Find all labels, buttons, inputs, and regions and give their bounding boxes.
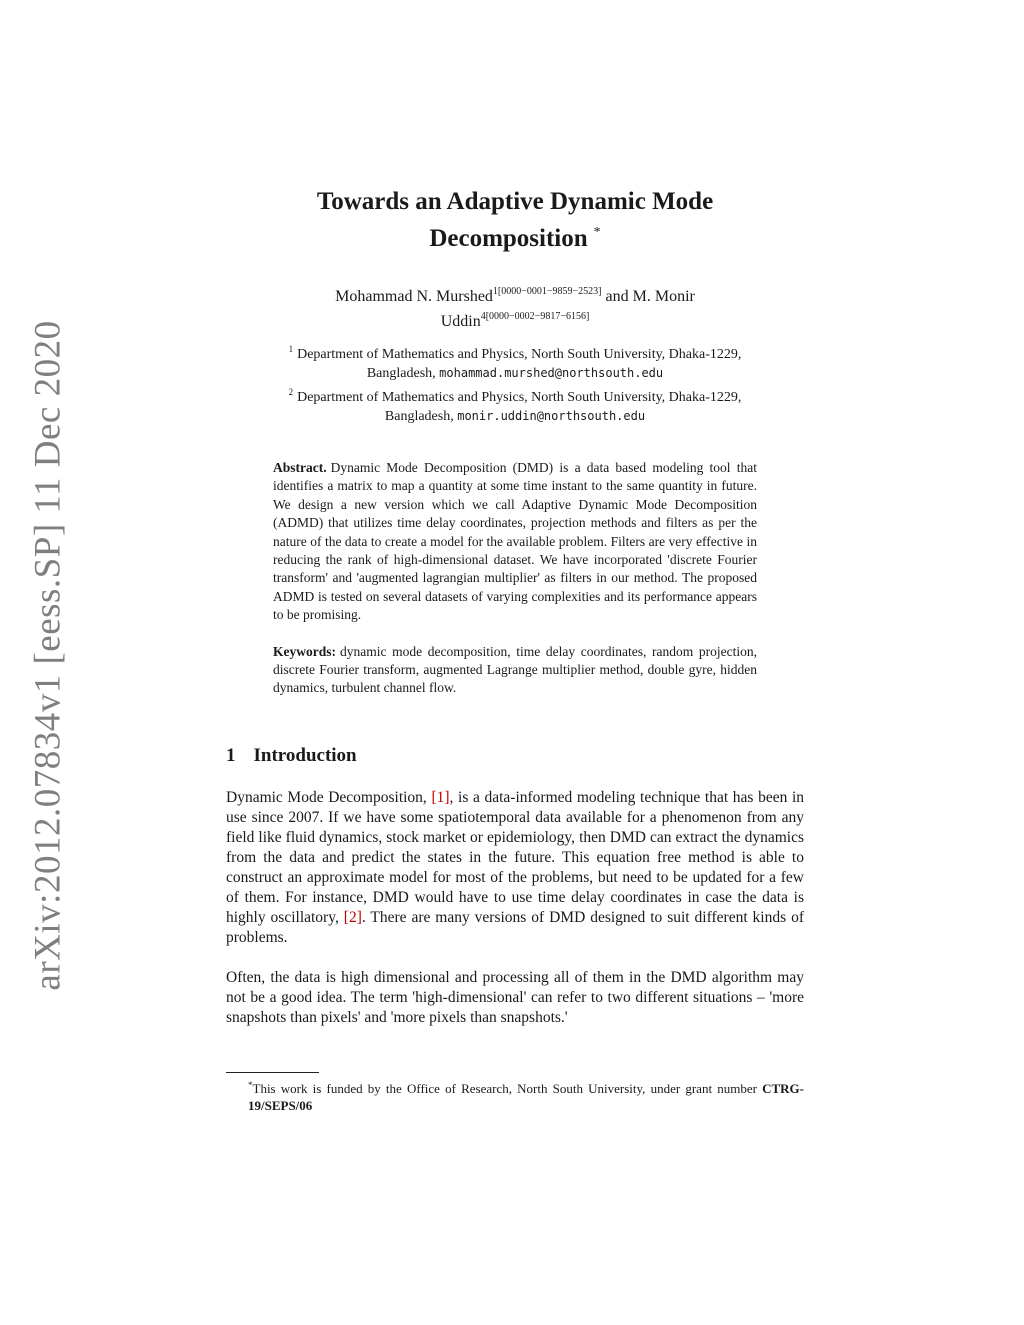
intro-paragraph-1 (226, 788, 804, 948)
affiliation-1-dept: Department of Mathematics and Physics, North South University, Dhaka-1229, (297, 347, 742, 362)
title-footnote-mark: * (593, 225, 601, 240)
keywords-label: Keywords: (273, 643, 336, 659)
author-conjunction: and M. Monir (605, 288, 695, 305)
author-2-orcid: 4[0000−0002−9817−6156] (480, 311, 590, 322)
title-line-1: Towards an Adaptive Dynamic Mode (316, 188, 714, 215)
affiliation-1 (228, 340, 802, 383)
arxiv-identifier: arXiv:2012.07834v1 [eess.SP] 11 Dec 2020 (27, 319, 69, 991)
affiliation-2-line-1 (228, 383, 802, 407)
affiliation-2-line-2 (228, 407, 802, 426)
affiliation-1-email[interactable]: mohammad.murshed@northsouth.edu (439, 366, 664, 380)
affiliation-2-dept: Department of Mathematics and Physics, North South University, Dhaka-1229, (297, 390, 742, 405)
author-line-1 (228, 282, 802, 307)
abstract-label: Abstract. (273, 460, 327, 475)
affiliation-1-country: Bangladesh, (366, 366, 436, 381)
p1-part-2: , is a data-informed modeling technique that has been in use since 2007. If we have some spatiotemporal data available for a phenomenon from any field like fluid dynamics, stock market or epidemiology, then DMD can extract the dynamics from the data and predict the states in the future. This equation free method is able to construct an approximate model for most of the problems, but need to be updated for a few of them. For instance, DMD would have to use time delay coordinates in case the data is highly oscillatory, (226, 789, 805, 926)
footnote-mark: * (248, 1080, 253, 1090)
affiliation-1-mark: 1 (288, 344, 294, 354)
section-number: 1 (226, 745, 236, 766)
citation-link-2[interactable]: [2] (343, 909, 362, 926)
arxiv-stamp (3, 319, 93, 991)
p1-part-3: . There are many versions of DMD designed to suit different kinds of problems. (226, 909, 804, 946)
citation-link-1[interactable]: [1] (431, 789, 450, 806)
title-line-2 (228, 217, 802, 254)
affiliation-1-line-2 (228, 364, 802, 383)
section-title: Introduction (253, 745, 357, 766)
affiliation-1-line-1 (228, 340, 802, 364)
p1-part-1: Dynamic Mode Decomposition, (226, 789, 432, 806)
affiliation-2-country: Bangladesh, (384, 409, 454, 424)
body-text (226, 788, 804, 1048)
affiliation-2 (228, 383, 802, 426)
footnote (226, 1077, 804, 1114)
footnote-text: This work is funded by the Office of Research, North South University, under grant number (252, 1081, 757, 1096)
keywords-paragraph (273, 643, 757, 698)
intro-paragraph-2: Often, the data is high dimensional and processing all of them in the DMD algorithm may not be a good idea. The term 'high-dimensional' can refer to two different situations – 'more snapshots than pixels' and 'more pixels than snapshots.' (226, 969, 804, 1026)
author-1-orcid: 1[0000−0001−9859−2523] (492, 286, 602, 297)
abstract-paragraph (273, 459, 757, 625)
keywords-text: dynamic mode decomposition, time delay coordinates, random projection, discrete Fourier transform, augmented Lagrange multiplier method, double gyre, hidden dynamics, turbulent channel flow. (273, 643, 757, 696)
paper-title (228, 186, 802, 254)
author-line-2 (228, 307, 802, 332)
affiliation-2-mark: 2 (288, 387, 294, 397)
author-1-name: Mohammad N. Murshed (335, 288, 493, 305)
author-list (228, 282, 802, 332)
abstract-text: Dynamic Mode Decomposition (DMD) is a data based modeling tool that identifies a matrix to map a quantity at some time instant to the same quantity in future. We design a new version which we call Adaptive Dynamic Mode Decomposition (ADMD) that utilizes time delay coordinates, projection methods and filters as per the nature of the data to create a model for the available problem. Filters are very effective in reducing the rank of high-dimensional dataset. We have incorporated 'discrete Fourier transform' and 'augmented lagrangian multiplier' as filters in our method. The proposed ADMD is tested on several datasets of varying complexities and its performance appears to be promising. (273, 460, 757, 623)
title-line-2-text: Decomposition (429, 225, 588, 252)
abstract-block (273, 459, 757, 698)
footnote-grant: CTRG-19/SEPS/06 (248, 1081, 804, 1113)
footnote-text-line (226, 1077, 804, 1114)
affiliation-2-email[interactable]: monir.uddin@northsouth.edu (457, 409, 646, 423)
section-heading (226, 745, 357, 767)
footnote-divider (226, 1072, 319, 1073)
author-2-name: Uddin (440, 313, 481, 330)
affiliations (228, 340, 802, 426)
